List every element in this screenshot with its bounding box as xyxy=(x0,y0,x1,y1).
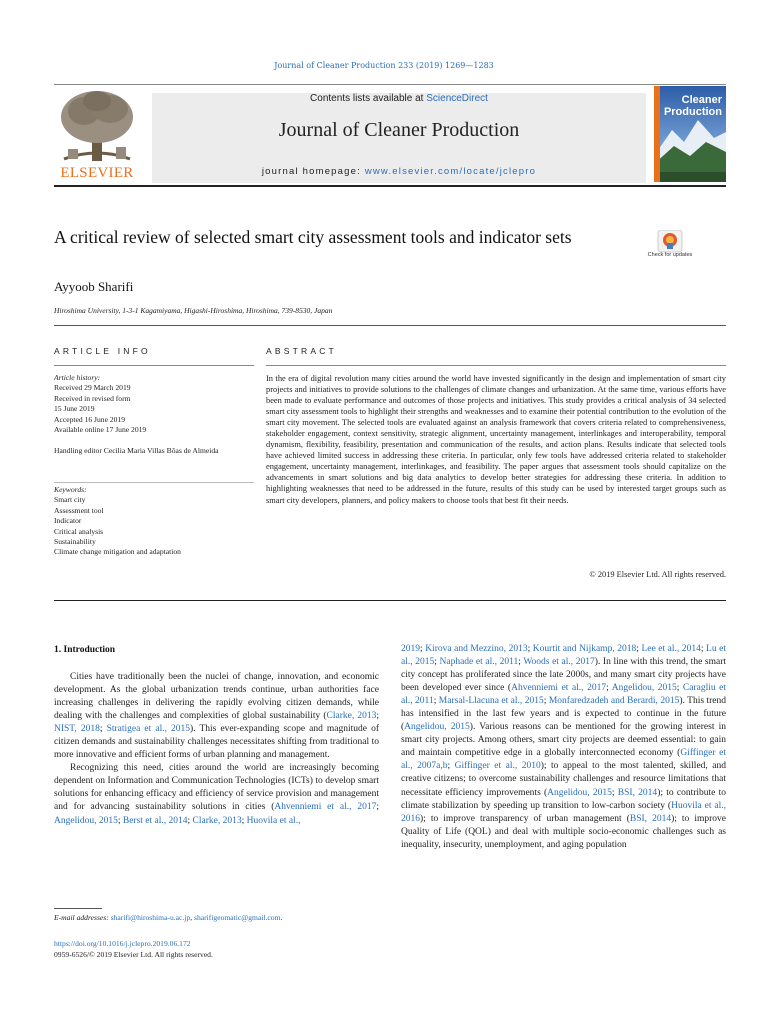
reference-link[interactable]: BSI, 2014 xyxy=(617,787,658,798)
abstract-copyright: © 2019 Elsevier Ltd. All rights reserved. xyxy=(589,570,726,579)
reference-link[interactable]: Lee et al., 2014 xyxy=(641,644,701,654)
body-column-right xyxy=(401,643,726,852)
abstract-heading: ABSTRACT xyxy=(266,346,337,356)
keywords xyxy=(54,485,254,558)
reference-link[interactable]: Clarke, 2013 xyxy=(192,815,242,826)
reference-link[interactable]: Huovila et al., xyxy=(246,815,301,826)
keyword-item: Indicator xyxy=(54,516,82,526)
article-history xyxy=(54,373,254,435)
issn-line: 0959-6526/© 2019 Elsevier Ltd. All rights reserved. xyxy=(54,950,213,959)
journal-title: Journal of Cleaner Production xyxy=(278,119,520,141)
keyword-item: Assessment tool xyxy=(54,505,104,515)
reference-link[interactable]: Naphade et al., 2011 xyxy=(439,657,519,668)
check-for-updates-icon[interactable] xyxy=(652,230,688,266)
reference-link[interactable]: Kirova and Mezzino, 2013 xyxy=(425,644,528,654)
history-label: Article history: xyxy=(54,373,101,382)
reference-link[interactable]: 2019 xyxy=(401,644,420,654)
history-line: Available online 17 June 2019 xyxy=(54,425,147,435)
journal-cover-image[interactable] xyxy=(654,86,726,182)
reference-link[interactable]: Angelidou, 2015 xyxy=(611,683,677,694)
reference-link[interactable]: Clarke, 2013 xyxy=(326,711,377,722)
contents-line xyxy=(152,93,646,104)
reference-link[interactable]: Giffinger et al., 2010 xyxy=(454,761,541,772)
reference-link[interactable]: Ahvenniemi et al., 2017 xyxy=(274,802,377,813)
body-paragraph: Recognizing this need, cities around the world are increasingly becoming dependent on Information and Communication Technologies (ICTs) to develop smart solutions for enhancing efficacy and efficiency of service provision and management and for advancing sustainability solutions in cities (Ahvenniemi et al., 2017; Angelidou, 2015; Berst et al., 2014; Clarke, 2013; Huovila et al., xyxy=(54,763,379,826)
keyword-item: Smart city xyxy=(54,495,86,505)
keyword-item: Sustainability xyxy=(54,537,96,547)
check-for-updates-label[interactable]: Check for updates xyxy=(647,252,693,258)
article-info-heading: ARTICLE INFO xyxy=(54,346,151,356)
email-link[interactable]: sharifigeomatic@gmail.com xyxy=(194,913,281,922)
abstract-text: In the era of digital revolution many cities around the world have invested significantly in the design and implementation of smart city projects and initiatives to provide solutions to the challenges of climate changes and urbanization. At the same time, various efforts have been made to evaluate performance and outcomes of those projects and initiatives. This study provides a critical analysis of 34 selected smart city assessment tools to highlight their strengths and weaknesses and to examine their potential contribution to the evolution of the smart city movement. The selected tools are evaluated against an analysis framework that covers criteria related to comprehensiveness, stakeholder engagement, context sensitivity, strategic alignment, uncertainty management, interlinkages and interoperability, temporal dynamism, flexibility, feasibility, presentation and communication of the results, and action plans. Results indicate that selected tools have achieved limited success in addressing these criteria. In particular, only few tools have addressed criteria related to stakeholder engagement, uncertainty management, interlinkages, and feasibility. The paper argues that assessment tools should capitalize on the advancements in smart solutions and big data analytics to develop better strategies for addressing these criteria. In addition to highlighting weaknesses that need to be addressed in the future, results of this study can be used by interested target groups such as smart city developers, planners, and policy makers to choose tools that best fit their needs. xyxy=(266,374,726,505)
doi-link[interactable]: https://doi.org/10.1016/j.jclepro.2019.06.172 xyxy=(54,939,191,948)
reference-link[interactable]: Ahvenniemi et al., 2017 xyxy=(511,683,607,694)
contents-prefix: Contents lists available at xyxy=(310,93,424,104)
reference-link[interactable]: Angelidou, 2015 xyxy=(547,787,612,798)
homepage-line xyxy=(152,166,646,177)
keyword-item: Climate change mitigation and adaptation xyxy=(54,547,181,557)
homepage-prefix: journal homepage: xyxy=(261,166,361,177)
doi-block xyxy=(54,938,213,960)
journal-citation[interactable]: Journal of Cleaner Production 233 (2019) 1269—1283 xyxy=(274,61,494,70)
history-line: 15 June 2019 xyxy=(54,404,95,414)
author-name[interactable]: Ayyoob Sharifi xyxy=(54,279,134,294)
reference-link[interactable]: BSI, 2014 xyxy=(629,813,672,824)
elsevier-wordmark: ELSEVIER xyxy=(60,165,134,181)
history-line: Received 29 March 2019 xyxy=(54,383,131,393)
abstract-rule xyxy=(266,365,726,366)
introduction-heading: 1. Introduction xyxy=(54,645,116,655)
history-line: Received in revised form xyxy=(54,393,131,403)
body-paragraph: Cities have traditionally been the nuclei of change, innovation, and economic development. As the global urbanization trends continue, urban authorities face increasing challenges in delivering the rapidly evolving citizen demands, while dealing with the challenges and complexities of global sustainability (Clarke, 2013; NIST, 2018; Stratigea et al., 2015). This ever-expanding scope and magnitude of citizen demands and sustainability challenges necessitates shifting from traditional to more innovative and efficient forms of urban planning and management. xyxy=(54,672,380,761)
reference-link[interactable]: Marsal-Llacuna et al., 2015 xyxy=(438,696,544,707)
keyword-item: Critical analysis xyxy=(54,526,104,536)
reference-link[interactable]: Woods et al., 2017 xyxy=(523,657,595,668)
reference-link[interactable]: Stratigea et al., 2015 xyxy=(106,724,191,735)
keywords-rule xyxy=(54,482,254,483)
reference-link[interactable]: Angelidou, 2015 xyxy=(54,815,118,826)
reference-link[interactable]: Huovila et al., 2016 xyxy=(401,800,726,824)
handling-editor: Handling editor Cecilia Maria Villas Bôas de Almeida xyxy=(54,446,219,455)
affiliation-rule xyxy=(54,325,726,326)
cover-title-line2: Production xyxy=(663,106,722,118)
reference-link[interactable]: NIST, 2018 xyxy=(54,724,100,735)
article-info-rule xyxy=(54,365,254,366)
reference-link[interactable]: Giffinger et al., 2007a,b xyxy=(401,748,727,772)
abstract-bottom-rule xyxy=(54,600,726,601)
reference-link[interactable]: Monfaredzadeh and Berardi, 2015 xyxy=(548,696,680,707)
reference-link[interactable]: Kourtit and Nijkamp, 2018 xyxy=(532,644,637,654)
reference-link[interactable]: Berst et al., 2014 xyxy=(122,815,188,826)
email-link[interactable]: sharifi@hiroshima-u.ac.jp xyxy=(110,913,191,922)
cover-title-line1: Cleaner xyxy=(681,94,722,106)
sciencedirect-link[interactable]: ScienceDirect xyxy=(426,93,488,104)
author-affiliation: Hiroshima University, 1-3-1 Kagamiyama, Higashi-Hiroshima, Hiroshima, 739-8530, Japan xyxy=(54,306,333,315)
history-line: Accepted 16 June 2019 xyxy=(54,414,126,424)
homepage-link[interactable]: www.elsevier.com/locate/jclepro xyxy=(364,166,537,177)
footnote-rule xyxy=(54,908,102,909)
header-bottom-rule xyxy=(54,185,726,187)
body-paragraph: 2019; Kirova and Mezzino, 2013; Kourtit and Nijkamp, 2018; Lee et al., 2014; Lu et al., 2015; Naphade et al., 2011; Woods et al., 2017). In line with this trend, the smart city concept has proliferated since the late 2000s, and many smart city projects have been developed ever since (Ahvenniemi et al., 2017; Angelidou, 2015; Caragliu et al., 2011; Marsal-Llacuna et al., 2015; Monfaredzadeh and Berardi, 2015). This trend has intensified in the last few years and is expected to continue in the future (Angelidou, 2015). Various reasons can be mentioned for the growing interest in smart city projects. Among others, smart city projects are deemed essential: to gain and maintain competitive edge in a globally interconnected economy (Giffinger et al., 2007a,b; Giffinger et al., 2010); to appeal to the most talented, skilled, and creative citizens; to overcome sustainability challenges and resource limitations that necessitate efficiency improvements (Angelidou, 2015; BSI, 2014); to contribute to climate stabilization by speeding up transition to low-carbon society (Huovila et al., 2016); to improve transparency of urban management (BSI, 2014); to improve Quality of Life (QOL) and deal with multiple socio-economic challenges such as inequality, insecurity, unemployment, and aging population xyxy=(401,644,727,850)
reference-link[interactable]: Angelidou, 2015 xyxy=(404,722,470,733)
body-column-left xyxy=(54,671,379,828)
footnote-emails: E-mail addresses: sharifi@hiroshima-u.ac.jp, sharifigeomatic@gmail.com. xyxy=(54,913,283,922)
reference-link[interactable]: Lu et al., 2015 xyxy=(401,644,727,668)
cover-title xyxy=(654,94,726,118)
footnote-label: E-mail addresses: xyxy=(54,913,109,922)
reference-link[interactable]: Caragliu et al., 2011 xyxy=(401,683,726,707)
header-top-rule xyxy=(54,84,726,85)
keywords-label: Keywords: xyxy=(54,485,87,494)
article-title: A critical review of selected smart city assessment tools and indicator sets xyxy=(54,227,572,247)
